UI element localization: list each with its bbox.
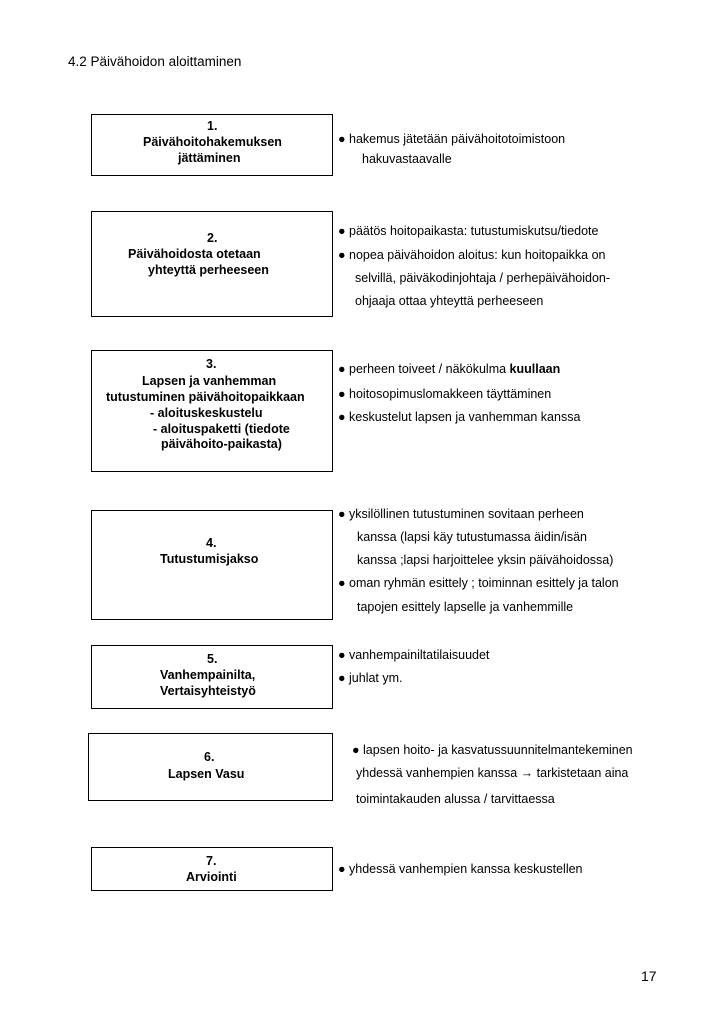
- step-description-6: [334, 743, 714, 813]
- step-box-2: [91, 211, 333, 317]
- page-number: 17: [641, 968, 657, 984]
- step-title-line: yhteyttä perheeseen: [148, 263, 269, 277]
- step-box-6: [88, 733, 333, 801]
- step-title-line: Tutustumisjakso: [160, 552, 259, 566]
- description-line: tapojen esittely lapselle ja vanhemmille: [357, 600, 574, 614]
- step-box-7: [91, 847, 333, 891]
- step-title-line: Vertaisyhteistyö: [160, 684, 256, 698]
- step-title-line: Vanhempainilta,: [160, 668, 256, 682]
- description-line: ● oman ryhmän esittely ; toiminnan esittely ja talon: [338, 576, 619, 590]
- step-title-line: Lapsen Vasu: [168, 767, 245, 781]
- description-line: toimintakauden alussa / tarvittaessa: [356, 792, 555, 806]
- description-line: ohjaaja ottaa yhteyttä perheeseen: [355, 294, 544, 308]
- step-title-line: Päivähoidosta otetaan: [128, 247, 261, 261]
- step-title-line: jättäminen: [178, 151, 241, 165]
- step-number: 7.: [206, 854, 217, 868]
- step-title-line: Lapsen ja vanhemman: [142, 374, 277, 388]
- description-line: hakuvastaavalle: [362, 152, 452, 166]
- step-title-line: päivähoito-paikasta): [161, 437, 282, 451]
- step-title-line: tutustuminen päivähoitopaikkaan: [106, 390, 305, 404]
- description-line: ● vanhempainiltatilaisuudet: [338, 648, 490, 662]
- description-line: [338, 362, 560, 377]
- step-description-2: [334, 224, 714, 314]
- description-line: kanssa (lapsi käy tutustumassa äidin/isän: [357, 530, 587, 544]
- step-title-line: Päivähoitohakemuksen: [143, 135, 282, 149]
- description-line: ● päätös hoitopaikasta: tutustumiskutsu/tiedote: [338, 224, 599, 238]
- step-box-3: [91, 350, 333, 472]
- description-line: ● hoitosopimuslomakkeen täyttäminen: [338, 387, 552, 401]
- description-line: yhdessä vanhempien kanssa → tarkistetaan aina: [356, 766, 629, 780]
- description-text: ● perheen toiveet / näkökulma: [338, 362, 510, 376]
- step-number: 1.: [207, 119, 218, 133]
- description-line: ● keskustelut lapsen ja vanhemman kanssa: [338, 410, 581, 424]
- description-line: ● yhdessä vanhempien kanssa keskustellen: [338, 862, 583, 876]
- description-line: ● nopea päivähoidon aloitus: kun hoitopaikka on: [338, 248, 606, 262]
- description-line: ● hakemus jätetään päivähoitotoimistoon: [338, 132, 566, 146]
- emphasis-text: kuullaan: [509, 362, 561, 376]
- section-heading: 4.2 Päivähoidon aloittaminen: [68, 54, 242, 69]
- description-line: ● lapsen hoito- ja kasvatussuunnitelmantekeminen: [352, 743, 633, 757]
- description-line: selvillä, päiväkodinjohtaja / perhepäivähoidon-: [355, 271, 611, 285]
- step-description-5: [334, 648, 714, 693]
- step-title-line: Arviointi: [186, 870, 237, 884]
- step-number: 5.: [207, 652, 218, 666]
- description-line: kanssa ;lapsi harjoittelee yksin päivähoidossa): [357, 553, 614, 567]
- step-description-4: [334, 507, 714, 617]
- step-title-line: - aloituskeskustelu: [150, 406, 263, 420]
- step-description-1: [334, 132, 714, 182]
- step-number: 2.: [207, 231, 218, 245]
- step-description-3: [334, 362, 714, 432]
- step-number: 6.: [204, 750, 215, 764]
- step-number: 4.: [206, 536, 217, 550]
- step-box-1: [91, 114, 333, 176]
- description-line: ● yksilöllinen tutustuminen sovitaan perheen: [338, 507, 584, 521]
- step-box-4: [91, 510, 333, 620]
- step-box-5: [91, 645, 333, 709]
- step-number: 3.: [206, 357, 217, 371]
- step-description-7: [334, 862, 714, 882]
- step-title-line: - aloituspaketti (tiedote: [153, 422, 290, 436]
- description-line: ● juhlat ym.: [338, 671, 403, 685]
